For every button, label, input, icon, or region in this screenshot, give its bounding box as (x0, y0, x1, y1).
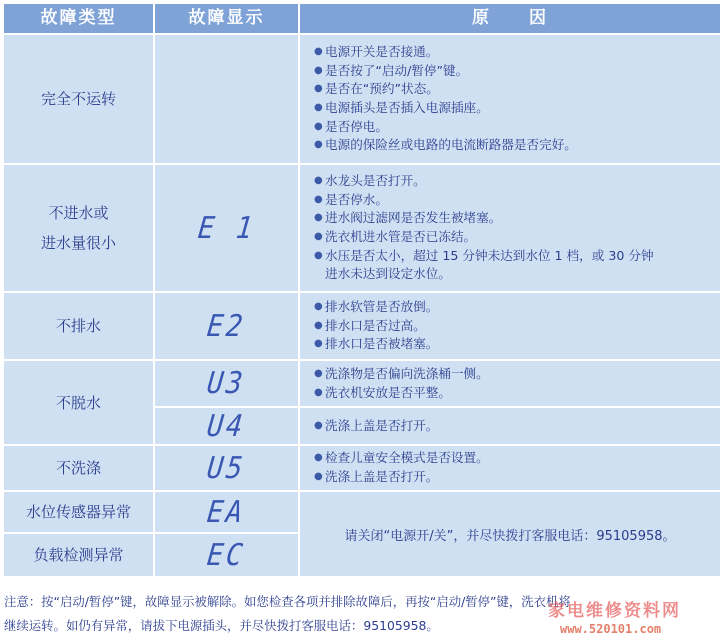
fault-code-cell (155, 492, 298, 532)
reason-item (314, 43, 438, 62)
divider (4, 163, 720, 165)
reason-text: 检查儿童安全模式是否设置。 (325, 450, 489, 466)
bullet-icon: ● (314, 83, 323, 95)
reason-item (314, 209, 501, 228)
fault-type-cell (4, 165, 153, 291)
reason-item (314, 317, 426, 336)
fault-type-label: 不排水 (55, 317, 101, 335)
bullet-icon: ● (314, 102, 323, 113)
reason-text: 洗涤上盖是否打开。 (325, 469, 439, 484)
header-fault-type: 故障类型 (4, 4, 153, 33)
fault-type-label: 不洗涤 (55, 459, 101, 477)
fault-code-display: U5 (205, 450, 248, 486)
contact-cell (300, 492, 720, 576)
fault-code-cell (155, 534, 298, 576)
fault-code-cell (155, 293, 298, 359)
reason-item (314, 136, 577, 155)
fault-code-cell (155, 165, 298, 291)
reason-item (314, 247, 654, 266)
reason-text: 是否停水。 (325, 191, 388, 207)
header-reason: 原 因 (300, 4, 720, 33)
reason-text: 电源开关是否接通。 (325, 44, 439, 60)
fault-type-label: 负载检测异常 (33, 546, 124, 564)
watermark-url: www.520101.com (560, 622, 662, 636)
reason-text: 排水口是否被堵塞。 (325, 336, 439, 352)
divider (153, 406, 720, 408)
fault-type-cell (4, 35, 153, 163)
header-fault-display: 故障显示 (155, 4, 298, 33)
reason-cell (300, 446, 720, 490)
reason-text: 水压是否太小，超过 15 分钟未达到水位 1 档，或 30 分钟 (325, 247, 654, 263)
reason-item (314, 99, 489, 118)
fault-code-display: EA (205, 494, 248, 530)
bullet-icon: ● (314, 64, 323, 76)
bullet-icon: ● (314, 386, 323, 398)
divider (4, 291, 720, 293)
reason-text: 进水阀过滤网是否发生被堵塞。 (325, 210, 502, 226)
reason-text: 是否在“预约”状态。 (325, 81, 439, 97)
divider (4, 490, 720, 492)
reason-text: 是否按了“启动/暂停”键。 (325, 62, 469, 78)
bullet-icon: ● (314, 120, 323, 132)
reason-cell (300, 408, 720, 444)
fault-code-cell (155, 408, 298, 444)
bullet-icon: ● (314, 231, 323, 242)
bullet-icon: ● (314, 193, 323, 205)
fault-code-display: U3 (205, 366, 248, 401)
bullet-icon: ● (314, 419, 323, 431)
fault-type-label: 完全不运转 (40, 90, 116, 108)
bullet-icon: ● (314, 175, 323, 187)
reason-cell (300, 361, 720, 406)
contact-text: 请关闭“电源开/关”，并尽快拨打客服电话：95105958。 (344, 528, 676, 544)
reason-item (314, 118, 388, 137)
bullet-icon: ● (314, 46, 323, 58)
fault-code-cell (155, 361, 298, 406)
reason-item (314, 468, 438, 487)
reason-item (314, 228, 476, 247)
fault-type-label: 不进水或 (48, 204, 109, 222)
bullet-icon: ● (314, 338, 323, 350)
bullet-icon: ● (314, 249, 323, 261)
fault-type-cell (4, 361, 153, 444)
reason-text: 水龙头是否打开。 (325, 173, 426, 189)
fault-type-cell (4, 534, 153, 576)
divider (4, 33, 720, 35)
reason-text: 洗衣机安放是否平整。 (325, 384, 451, 400)
reason-cell (300, 293, 720, 359)
reason-text: 是否停电。 (325, 118, 388, 134)
reason-text: 洗衣机进水管是否已冻结。 (325, 229, 477, 244)
reason-item (314, 298, 438, 317)
fault-type-label: 不脱水 (55, 393, 101, 412)
reason-item (314, 172, 426, 191)
note-line: 注意：按“启动/暂停”键，故障显示被解除。如您检查各项并排除故障后，再按“启动/暂停”键，洗衣机将 (4, 594, 571, 609)
reason-cell (300, 35, 720, 163)
fault-table (4, 4, 720, 576)
fault-code-display: EC (205, 537, 248, 573)
reason-text: 洗涤物是否偏向洗涤桶一侧。 (325, 365, 489, 381)
reason-item (314, 265, 451, 284)
fault-code-display: U4 (205, 408, 248, 444)
note-line: 继续运转。如仍有异常，请拔下电源插头，并尽快拨打客服电话：95105958。 (4, 618, 439, 633)
fault-code-display: E 1 (196, 210, 257, 246)
bullet-icon: ● (314, 301, 323, 313)
bullet-icon: ● (314, 452, 323, 464)
reason-text: 进水未达到设定水位。 (325, 266, 451, 282)
watermark-text: 家电维修资料网 (548, 601, 681, 621)
reason-item (314, 191, 388, 210)
bullet-icon: ● (314, 139, 323, 151)
reason-item (314, 365, 489, 384)
fault-code-cell (155, 446, 298, 490)
bullet-icon: ● (314, 212, 323, 224)
reason-item (314, 62, 468, 81)
fault-type-label: 水位传感器异常 (25, 503, 131, 521)
reason-text: 排水软管是否放倒。 (325, 299, 439, 315)
divider (4, 444, 720, 446)
reason-text: 电源插头是否插入电源插座。 (325, 100, 489, 115)
fault-type-cell (4, 293, 153, 359)
reason-item (314, 384, 451, 403)
bullet-icon: ● (314, 471, 323, 482)
divider (4, 532, 298, 534)
divider (4, 359, 720, 361)
fault-code-display: E2 (205, 308, 248, 344)
fault-type-label: 进水量很小 (40, 234, 116, 252)
reason-item (314, 80, 439, 99)
bullet-icon: ● (314, 367, 323, 379)
reason-item (314, 335, 438, 354)
reason-text: 电源的保险丝或电路的电流断路器是否完好。 (325, 137, 577, 153)
fault-type-cell (4, 492, 153, 532)
bullet-icon: ● (314, 319, 323, 331)
reason-text: 洗涤上盖是否打开。 (325, 417, 439, 433)
fault-code-cell (155, 35, 298, 163)
reason-cell (300, 165, 720, 291)
reason-item (314, 417, 438, 436)
reason-text: 排水口是否过高。 (325, 317, 426, 333)
fault-type-cell (4, 446, 153, 490)
reason-item (314, 449, 489, 468)
